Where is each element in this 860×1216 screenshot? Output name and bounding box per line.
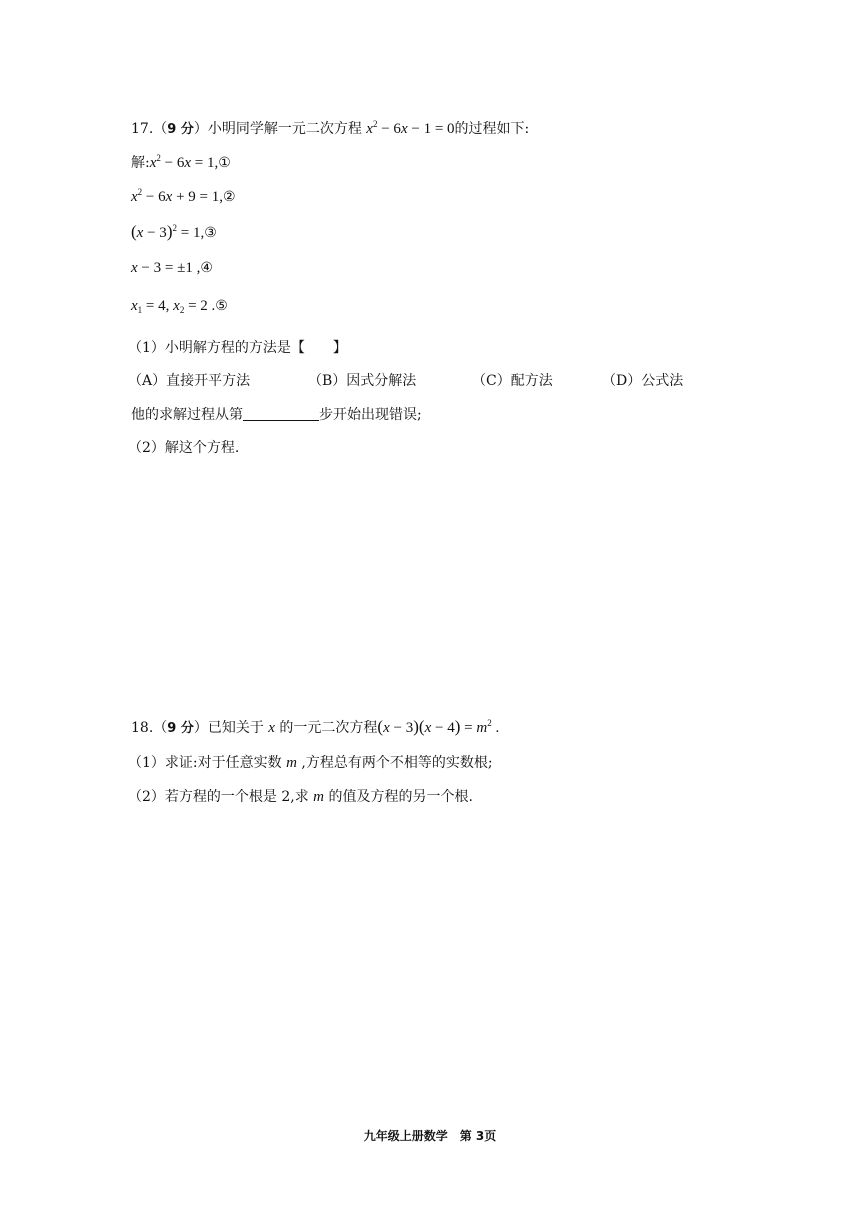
q18-equation: $(x - 3)(x - 4) = m^2$ . — [377, 717, 500, 736]
q17-header: 17.（9 分）小明同学解一元二次方程 $x^2 - 6x - 1 = 0$的过程如下: — [131, 119, 530, 137]
step-mark-4: ④ — [200, 260, 213, 276]
step-mark-5: ⑤ — [215, 298, 228, 314]
answer-blank[interactable] — [243, 406, 319, 421]
step-mark-2: ② — [222, 189, 236, 205]
q17-part1: （1）小明解方程的方法是【 】 — [128, 340, 347, 356]
solution-step-2: $x^2 - 6x + 9$ = 1,② — [131, 187, 236, 205]
option-b: （B）因式分解法 — [308, 373, 417, 389]
solution-step-3: $(x - 3)^2$ = 1,③ — [131, 222, 217, 241]
step-mark-3: ③ — [204, 225, 217, 241]
q18-part1: （1）求证:对于任意实数 m ,方程总有两个不相等的实数根; — [128, 755, 493, 771]
option-d: （D）公式法 — [602, 373, 684, 389]
solution-step-4: x − 3 = ±1 ,④ — [131, 260, 213, 276]
solution-step-1: 解$:x^2 - 6x$ = 1,① — [131, 153, 231, 171]
q18-points: 9 分 — [167, 721, 194, 736]
q18-part2: （2）若方程的一个根是 2,求 m 的值及方程的另一个根. — [128, 789, 473, 805]
q17-part2: （2）解这个方程. — [128, 440, 240, 456]
option-a: （A）直接开平方法 — [128, 373, 251, 389]
solution-step-5: $x_1 = 4$, $x_2 = 2$ .⑤ — [131, 298, 228, 315]
step-mark-1: ① — [218, 155, 231, 171]
q17-intro: 小明同学解一元二次方程 — [207, 121, 362, 137]
q17-intro-tail: 的过程如下: — [454, 121, 530, 137]
q17-error-line: 他的求解过程从第 步开始出现错误; — [131, 407, 422, 423]
q17-equation: $x^2 - 6x - 1 = 0$ — [366, 119, 455, 137]
q17-points: 9 分 — [167, 122, 194, 137]
option-c: （C）配方法 — [472, 373, 553, 389]
q18-number: 18. — [131, 720, 154, 736]
q17-number: 17. — [131, 121, 154, 137]
page-footer: 九年级上册数学 第 3页 — [363, 1129, 497, 1143]
q18-header: 18.（9 分）已知关于 x 的一元二次方程$(x - 3)(x - 4) = m^2$ . — [131, 717, 500, 736]
